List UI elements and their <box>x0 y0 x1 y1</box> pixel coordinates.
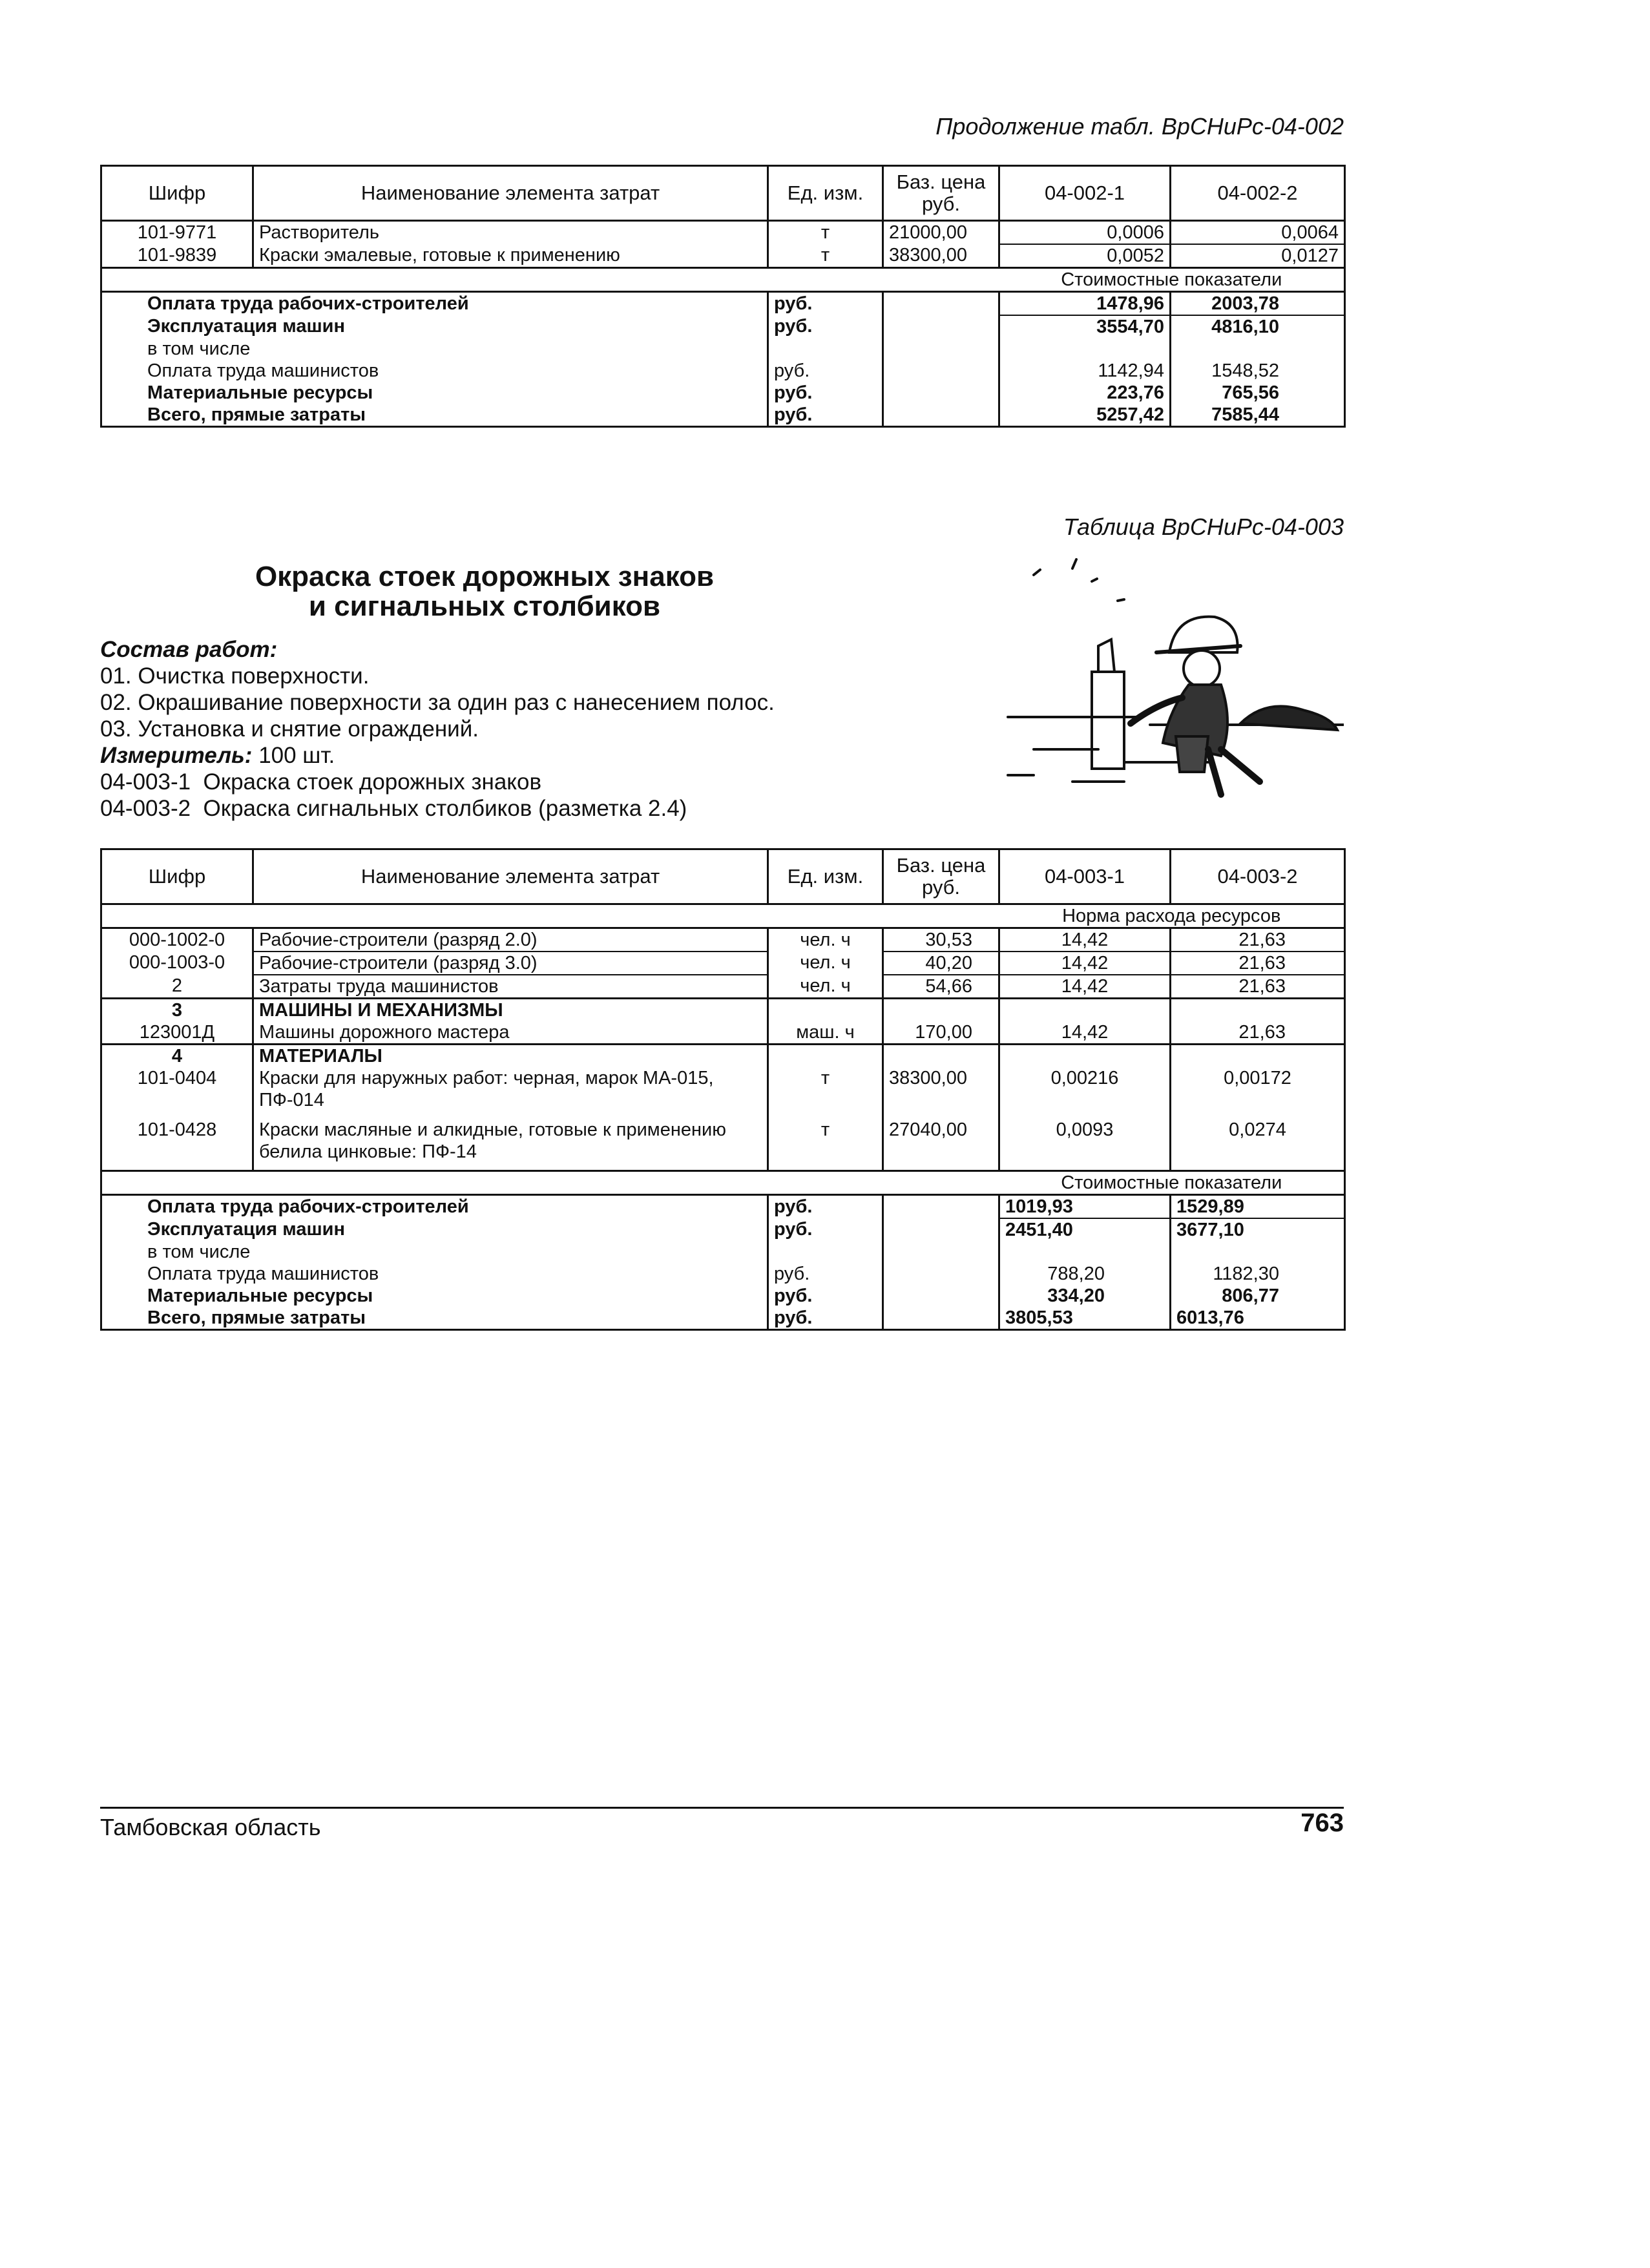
header-unit: Ед. изм. <box>768 166 883 221</box>
cost-row: Оплата труда рабочих-строителей руб. 1019,93 1529,89 <box>101 1194 1345 1218</box>
cost-row: в том числе <box>101 1241 1345 1263</box>
table-row: 123001Д Машины дорожного мастера маш. ч 170,00 14,42 21,63 <box>101 1021 1345 1045</box>
table-row: 000-1002-0 Рабочие-строители (разряд 2.0) чел. ч 30,53 14,42 21,63 <box>101 928 1345 952</box>
work-composition <box>100 636 1005 822</box>
header-col1: 04-003-1 <box>999 849 1171 904</box>
header-unit: Ед. изм. <box>768 849 883 904</box>
norm-header: Норма расхода ресурсов <box>999 904 1345 928</box>
work-item: 03. Установка и снятие ограждений. <box>100 716 479 742</box>
section-title <box>194 562 775 621</box>
cost-row: Всего, прямые затраты руб. 3805,53 6013,76 <box>101 1307 1345 1330</box>
cost-row: Оплата труда рабочих-строителей руб. 1478,96 2003,78 <box>101 292 1345 316</box>
cost-header: Стоимостные показатели <box>999 268 1345 292</box>
table-04-003 <box>100 848 1346 1331</box>
variant-item: 04-003-2 Окраска сигнальных столбиков (разметка 2.4) <box>100 796 687 821</box>
cost-row: Материальные ресурсы руб. 334,20 806,77 <box>101 1285 1345 1307</box>
table-row: 4 МАТЕРИАЛЫ <box>101 1045 1345 1068</box>
footer-region: Тамбовская область <box>100 1814 321 1840</box>
header-col1: 04-002-1 <box>999 166 1171 221</box>
cost-row: Материальные ресурсы руб. 223,76 765,56 <box>101 382 1345 404</box>
cost-row: в том числе <box>101 338 1345 360</box>
header-code: Шифр <box>101 849 253 904</box>
table-04-002 <box>100 165 1346 428</box>
continuation-label: Продолжение табл. ВрСНиРс-04-002 <box>935 113 1344 140</box>
variant-item: 04-003-1 Окраска стоек дорожных знаков <box>100 769 542 795</box>
work-label: Состав работ: <box>100 637 278 662</box>
table-row: 2 Затраты труда машинистов чел. ч 54,66 14,42 21,63 <box>101 975 1345 999</box>
table-row: 3 МАШИНЫ И МЕХАНИЗМЫ <box>101 999 1345 1022</box>
header-col2: 04-002-2 <box>1171 166 1345 221</box>
work-item: 01. Очистка поверхности. <box>100 663 370 689</box>
meter-line <box>100 742 1005 769</box>
table-row: 101-0428 Краски масляные и алкидные, готовые к применению белила цинковые: ПФ-14 т 27040,00 0,0093 0,0274 <box>101 1119 1345 1170</box>
table-row: 101-9771 Растворитель т 21000,00 0,0006 0,0064 <box>101 221 1345 245</box>
cost-row: Оплата труда машинистов руб. 788,20 1182,30 <box>101 1263 1345 1285</box>
header-price: Баз. цена руб. <box>883 166 999 221</box>
header-col2: 04-003-2 <box>1171 849 1345 904</box>
header-code: Шифр <box>101 166 253 221</box>
cost-row: Оплата труда машинистов руб. 1142,94 1548,52 <box>101 360 1345 382</box>
cost-row: Эксплуатация машин руб. 2451,40 3677,10 <box>101 1218 1345 1241</box>
table-row: 101-0404 Краски для наружных работ: черная, марок МА-015, ПФ-014 т 38300,00 0,00216 0,00172 <box>101 1067 1345 1119</box>
table-row: 101-9839 Краски эмалевые, готовые к применению т 38300,00 0,0052 0,0127 <box>101 244 1345 268</box>
section-title-line-1: Окраска стоек дорожных знаков <box>255 561 715 592</box>
table-row: 000-1003-0 Рабочие-строители (разряд 3.0) чел. ч 40,20 14,42 21,63 <box>101 952 1345 975</box>
section-title-line-2: и сигнальных столбиков <box>308 590 661 622</box>
header-name: Наименование элемента затрат <box>253 166 768 221</box>
work-item: 02. Окрашивание поверхности за один раз с нанесением полос. <box>100 690 775 715</box>
meter-value: 100 шт. <box>258 743 335 768</box>
header-name: Наименование элемента затрат <box>253 849 768 904</box>
worker-painting-illustration <box>995 556 1344 814</box>
cost-header: Стоимостные показатели <box>999 1170 1345 1194</box>
header-price: Баз. цена руб. <box>883 849 999 904</box>
meter-label: Измеритель: <box>100 743 253 768</box>
page-number: 763 <box>1300 1809 1344 1837</box>
cost-row: Всего, прямые затраты руб. 5257,42 7585,44 <box>101 404 1345 427</box>
cost-row: Эксплуатация машин руб. 3554,70 4816,10 <box>101 315 1345 338</box>
table-label: Таблица ВрСНиРс-04-003 <box>1063 514 1344 540</box>
footer-rule <box>100 1807 1344 1809</box>
